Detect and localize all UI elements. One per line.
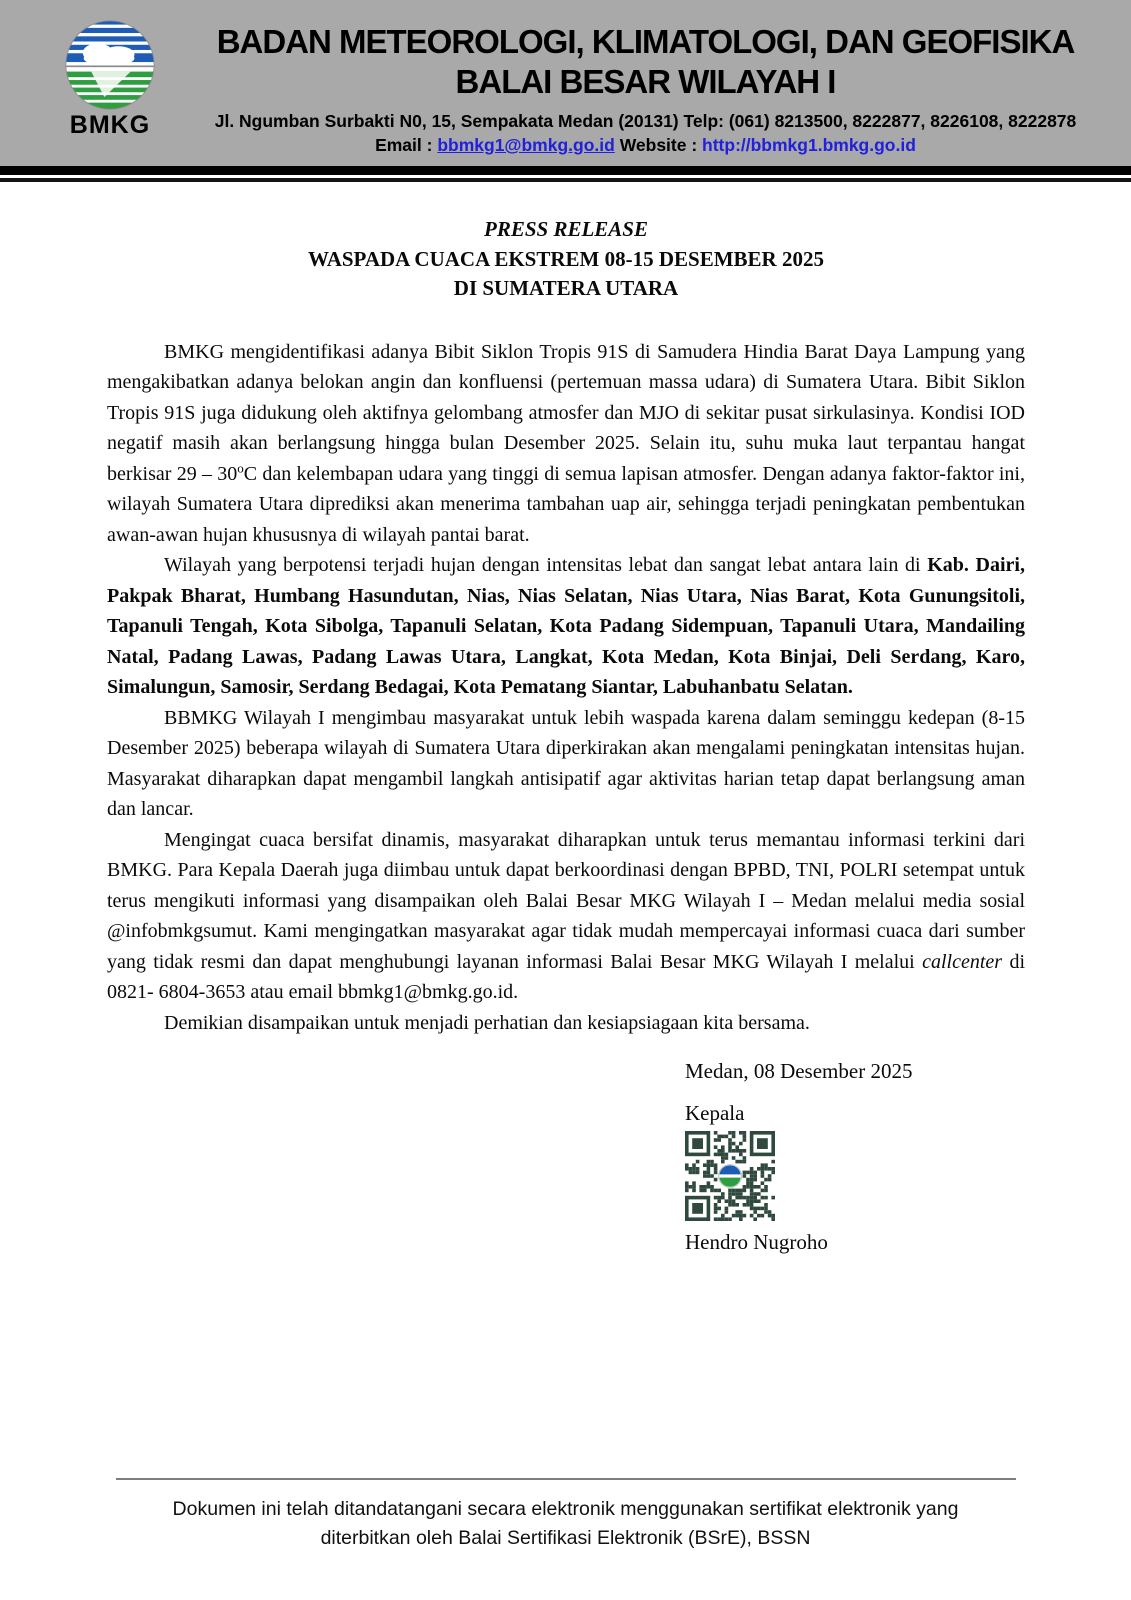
document-body bbox=[0, 191, 1131, 1255]
signature-disclaimer: Dokumen ini telah ditandatangani secara elektronik menggunakan sertifikat elektronik yang diterbitkan oleh Balai Sertifikasi Elektronik (BSrE), BSSN bbox=[172, 1498, 959, 1549]
contact-line bbox=[182, 135, 1109, 156]
footer bbox=[0, 1478, 1131, 1553]
email-label: Email : bbox=[375, 135, 438, 155]
website-label: Website : bbox=[614, 135, 703, 155]
bmkg-logo-icon bbox=[63, 18, 157, 112]
signer-name: Hendro Nugroho bbox=[685, 1230, 828, 1254]
document-region: DI SUMATERA UTARA bbox=[453, 276, 679, 300]
org-name-line2: BALAI BESAR WILAYAH I bbox=[455, 63, 836, 100]
signature-block bbox=[685, 1059, 1025, 1255]
bmkg-logo bbox=[50, 18, 170, 140]
paragraph: Demikian disampaikan untuk menjadi perhatian dan kesiapsiagaan kita bersama. bbox=[164, 1011, 810, 1034]
footer-separator bbox=[116, 1478, 1016, 1480]
header-separator bbox=[0, 166, 1131, 191]
title-block bbox=[107, 215, 1025, 304]
paragraph: Mengingat cuaca bersifat dinamis, masyarakat diharapkan untuk terus memantau informasi terkini dari BMKG. Para Kepala Daerah juga diimbau untuk dapat berkoordinasi dengan BPBD, TNI, POLRI setempat untuk terus mengikuti informasi yang disampaikan oleh Balai Besar MKG Wilayah I – Medan melalui media sosial @infobmkgsumut. Kami mengingatkan masyarakat agar tidak mudah mempercayai informasi cuaca dari sumber yang tidak resmi dan dapat menghubungi layanan informasi Balai Besar MKG Wilayah I melalui callcenter di 0821- 6804-3653 atau email bbmkg1@bmkg.go.id. bbox=[107, 828, 1026, 1003]
website-link[interactable]: http://bbmkg1.bmkg.go.id bbox=[702, 135, 916, 155]
paragraph: BBMKG Wilayah I mengimbau masyarakat untuk lebih waspada karena dalam seminggu kedepan (8-15 Desember 2025) beberapa wilayah di Sumatera Utara diperkirakan akan mengalami peningkatan intensitas hujan. Masyarakat diharapkan dapat mengambil langkah antisipatif agar aktivitas harian tetap dapat berlangsung aman dan lancar. bbox=[107, 706, 1025, 820]
place-date: Medan, 08 Desember 2025 bbox=[685, 1059, 913, 1083]
address-line: Jl. Ngumban Surbakti N0, 15, Sempakata Medan (20131) Telp: (061) 8213500, 8222877, 8226108, 8222878 bbox=[214, 111, 1077, 131]
org-name-line1: BADAN METEOROLOGI, KLIMATOLOGI, DAN GEOFISIKA bbox=[216, 23, 1075, 60]
email-link[interactable]: bbmkg1@bmkg.go.id bbox=[437, 135, 615, 155]
body-paragraphs bbox=[107, 337, 1025, 1039]
bmkg-logo-text: BMKG bbox=[69, 111, 151, 139]
document-subject: WASPADA CUACA EKSTREM 08-15 DESEMBER 2025 bbox=[308, 246, 824, 271]
press-release-title: PRESS RELEASE bbox=[484, 217, 648, 241]
paragraph: BMKG mengidentifikasi adanya Bibit Siklon Tropis 91S di Samudera Hindia Barat Daya Lampung yang mengakibatkan adanya belokan angin dan konfluensi (pertemuan massa udara) di Sumatera Utara. Bibit Siklon Tropis 91S juga didukung oleh aktifnya gelombang atmosfer dan MJO di sekitar pusat sirkulasinya. Kondisi IOD negatif masih akan berlangsung hingga bulan Desember 2025. Selain itu, suhu muka laut terpantau hangat berkisar 29 – 30$^o$C dan kelembapan udara yang tinggi di semua lapisan atmosfer. Dengan adanya faktor-faktor ini, wilayah Sumatera Utara diprediksi akan menerima tambahan uap air, sehingga terjadi peningkatan pembentukan awan-awan hujan khususnya di wilayah pantai barat. bbox=[107, 340, 1025, 546]
qr-code bbox=[685, 1131, 775, 1221]
letterhead bbox=[0, 0, 1131, 166]
signer-role: Kepala bbox=[685, 1101, 745, 1125]
paragraph: Wilayah yang berpotensi terjadi hujan dengan intensitas lebat dan sangat lebat antara lain di Kab. Dairi, Pakpak Bharat, Humbang Hasundutan, Nias, Nias Selatan, Nias Utara, Nias Barat, Kota Gunungsitoli, Tapanuli Tengah, Kota Sibolga, Tapanuli Selatan, Kota Padang Sidempuan, Tapanuli Utara, Mandailing Natal, Padang Lawas, Padang Lawas Utara, Langkat, Kota Medan, Kota Binjai, Deli Serdang, Karo, Simalungun, Samosir, Serdang Bedagai, Kota Pematang Siantar, Labuhanbatu Selatan. bbox=[107, 554, 1025, 698]
